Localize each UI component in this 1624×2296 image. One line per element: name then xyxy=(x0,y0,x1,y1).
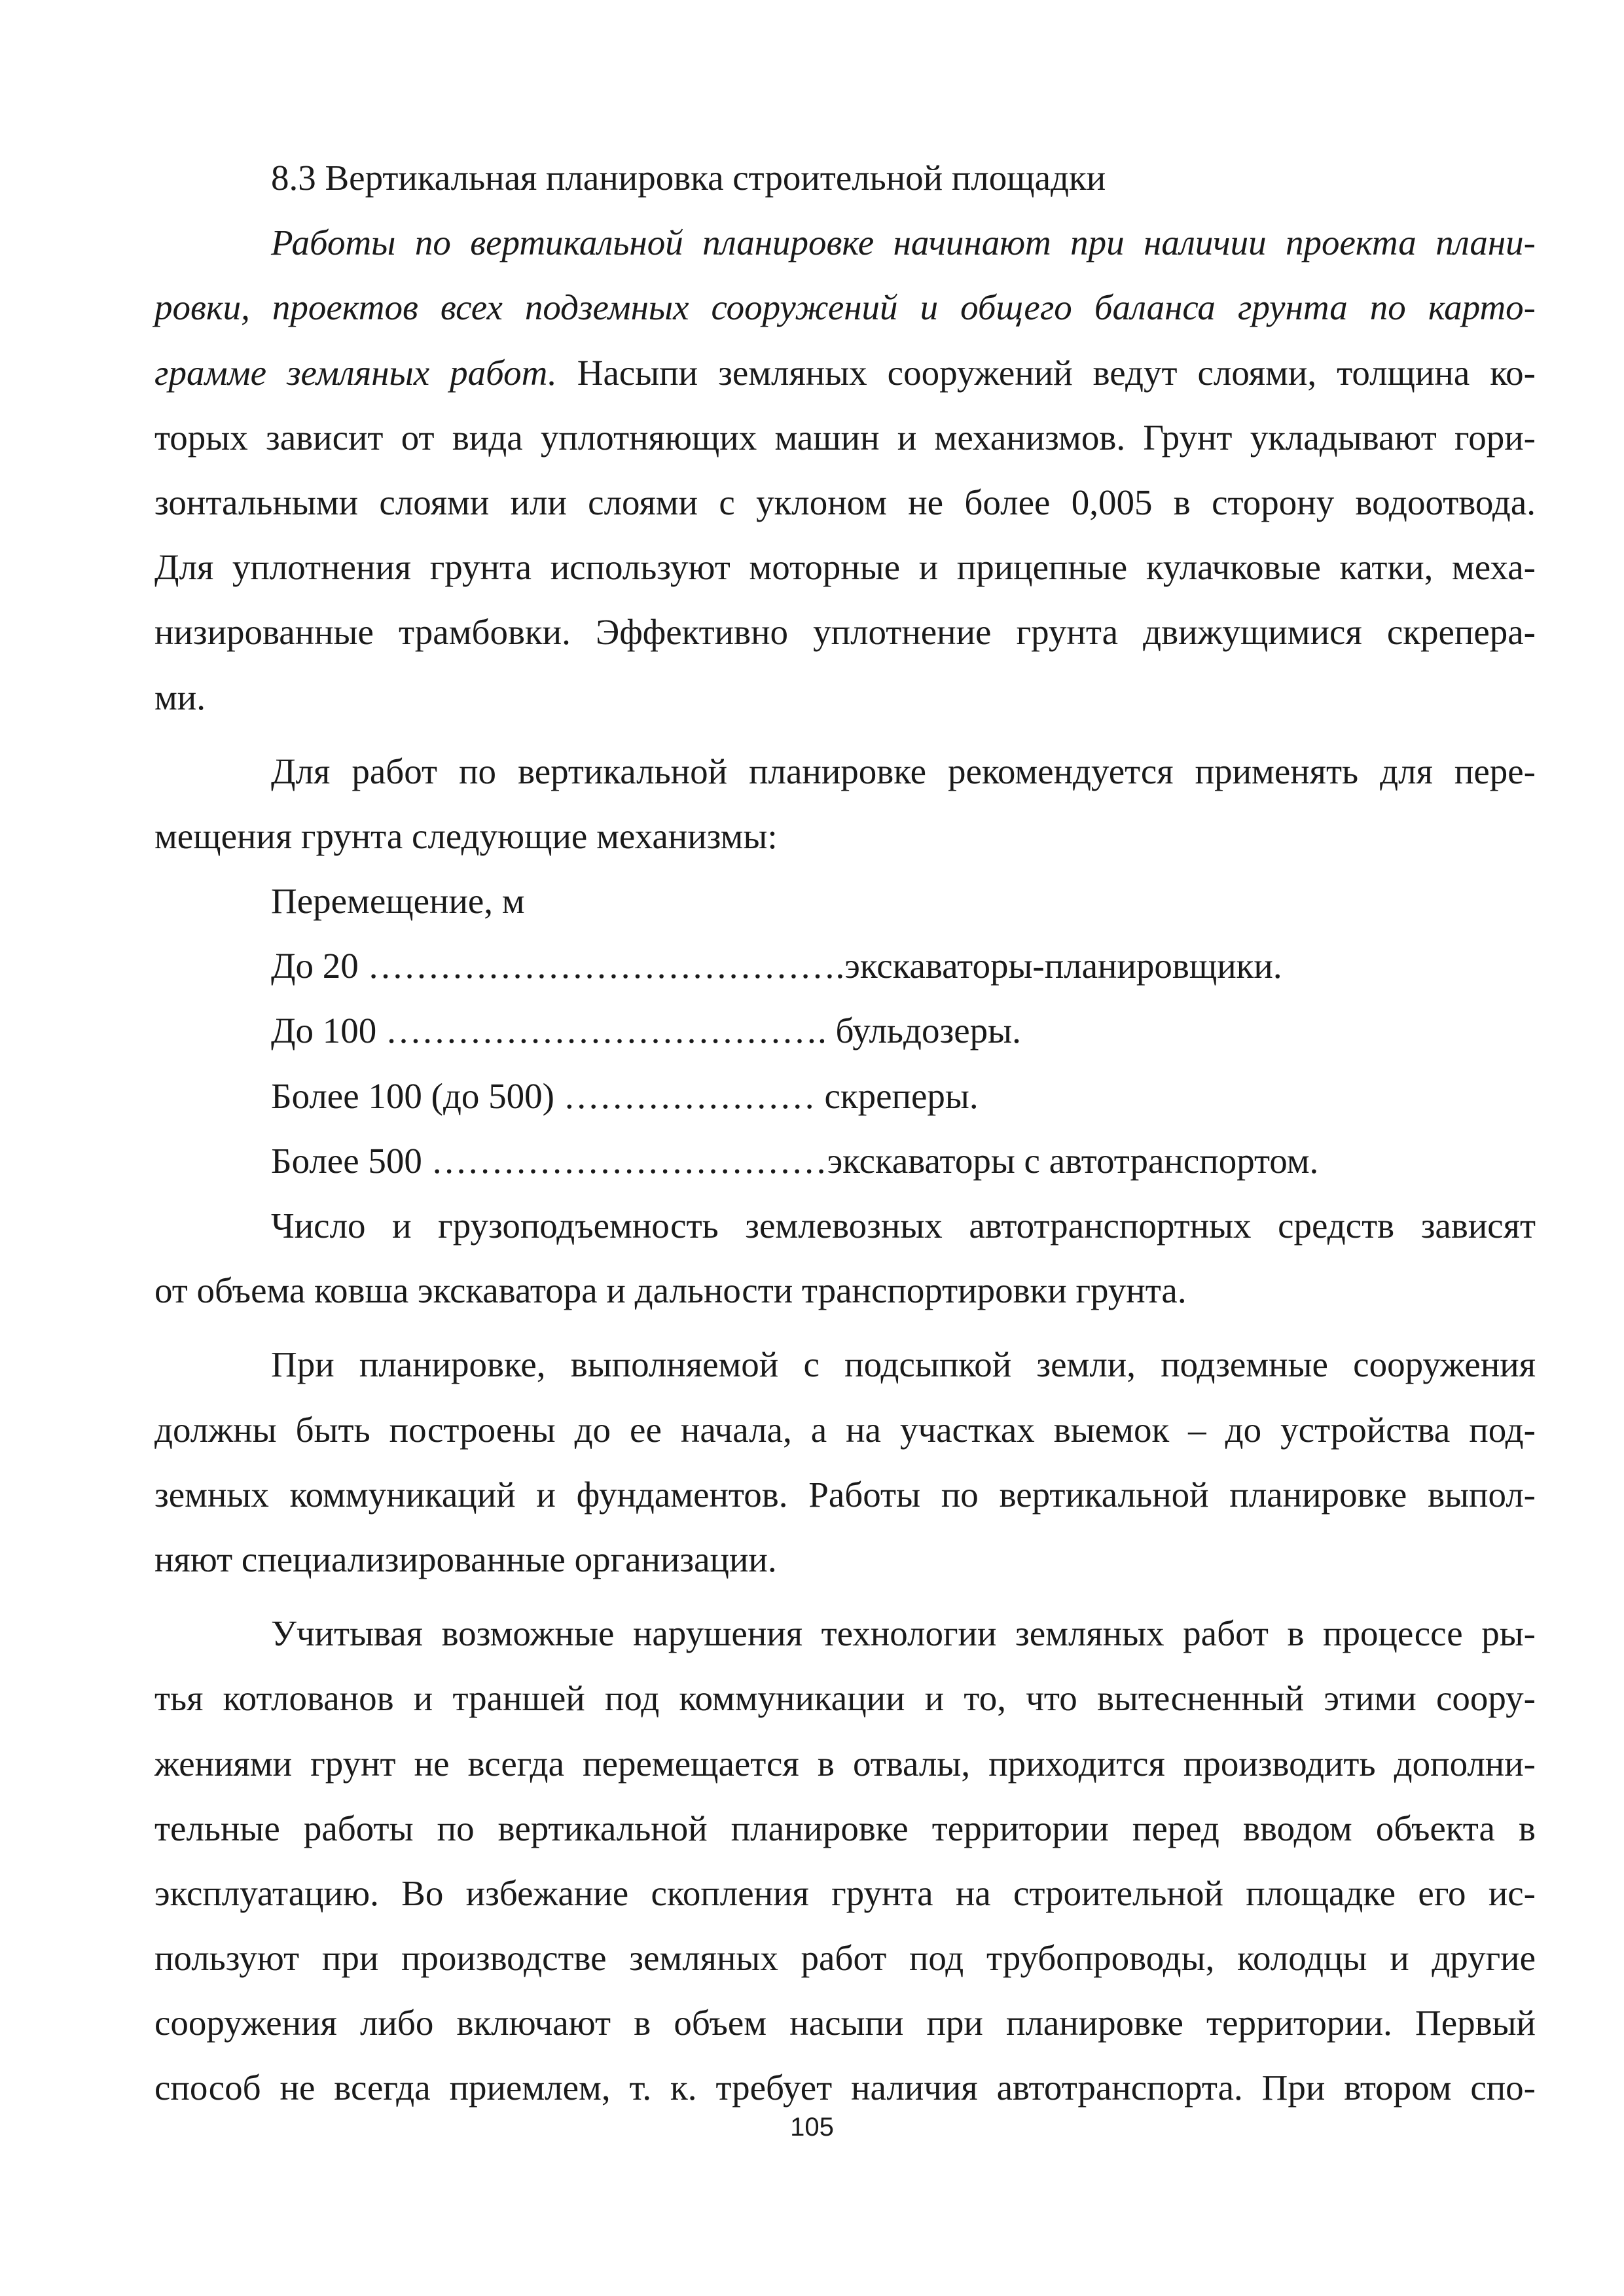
paragraph-2-line-1: Для работ по вертикальной планировке рекомендуется применять для пере- xyxy=(271,751,1536,791)
paragraph-3-line-2: от объема ковша экскаватора и дальности транспортировки грунта. xyxy=(154,1270,1187,1311)
paragraph-5-line-6: пользуют при производстве земляных работ под трубопроводы, колодцы и другие xyxy=(154,1938,1536,1979)
paragraph-2-line-2: мещения грунта следующие механизмы: xyxy=(154,816,778,856)
paragraph-4-line-1: При планировке, выполняемой с подсыпкой земли, подземные сооружения xyxy=(271,1344,1536,1385)
machinery-list-item: До 100 ………………………………. бульдозеры. xyxy=(271,1011,1021,1051)
paragraph-5-line-2: тья котлованов и траншей под коммуникации и то, что вытесненный этими соору- xyxy=(154,1678,1536,1719)
paragraph-5-line-8: способ не всегда приемлем, т. к. требует наличия автотранспорта. При втором спо- xyxy=(154,2068,1536,2108)
paragraph-1-line-4: торых зависит от вида уплотняющих машин и механизмов. Грунт укладывают гори- xyxy=(154,417,1536,457)
paragraph-gap xyxy=(154,1323,1536,1332)
paragraph-1-line-3-rest: Насыпи земляных сооружений ведут слоями, толщина ко- xyxy=(556,352,1536,393)
paragraph-1-line-8: ми. xyxy=(154,677,206,717)
page-number: 105 xyxy=(790,2113,834,2142)
machinery-list-item: Более 500 ……………………………экскаваторы с автотранспортом. xyxy=(271,1140,1319,1181)
paragraph-3-line-1: Число и грузоподъемность землевозных автотранспортных средств зависят xyxy=(271,1206,1536,1246)
paragraph-gap xyxy=(154,730,1536,739)
paragraph-1-line-1: Работы по вертикальной планировке начинают при наличии проекта плани- xyxy=(271,223,1536,263)
paragraph-1-line-7: низированные трамбовки. Эффективно уплотнение грунта движущимися скрепера- xyxy=(154,612,1536,653)
paragraph-5-line-5: эксплуатацию. Во избежание скопления грунта на строительной площадке его ис- xyxy=(154,1873,1536,1913)
paragraph-5-line-1: Учитывая возможные нарушения технологии земляных работ в процессе ры- xyxy=(271,1613,1536,1654)
paragraph-1-line-3 xyxy=(154,340,1536,405)
paragraph-1-italic-end: грамме земляных работ. xyxy=(154,352,557,393)
paragraph-4-line-4: няют специализированные организации. xyxy=(154,1539,777,1579)
paragraph-1-line-6: Для уплотнения грунта используют моторные и прицепные кулачковые катки, меха- xyxy=(154,547,1536,588)
machinery-list-item: Более 100 (до 500) ………………… скреперы. xyxy=(271,1075,979,1116)
machinery-list-item: До 20 ………………………………….экскаваторы-планировщики. xyxy=(271,946,1282,986)
paragraph-5-line-7: сооружения либо включают в объем насыпи при планировке территории. Первый xyxy=(154,2003,1536,2043)
paragraph-4-line-3: земных коммуникаций и фундаментов. Работы по вертикальной планировке выпол- xyxy=(154,1474,1536,1515)
paragraph-1-line-5: зонтальными слоями или слоями с уклоном не более 0,005 в сторону водоотвода. xyxy=(154,482,1536,522)
paragraph-1-line-2: ровки, проектов всех подземных сооружений и общего баланса грунта по карто- xyxy=(154,287,1536,328)
paragraph-gap xyxy=(154,1592,1536,1601)
machinery-list-header: Перемещение, м xyxy=(271,881,525,922)
section-heading: 8.3 Вертикальная планировка строительной площадки xyxy=(271,158,1106,198)
paragraph-5-line-4: тельные работы по вертикальной планировке территории перед вводом объекта в xyxy=(154,1808,1536,1848)
paragraph-5-line-3: жениями грунт не всегда перемещается в отвалы, приходится производить дополни- xyxy=(154,1743,1536,1784)
text-column xyxy=(154,145,1536,2121)
paragraph-4-line-2: должны быть построены до ее начала, а на участках выемок – до устройства под- xyxy=(154,1409,1536,1450)
